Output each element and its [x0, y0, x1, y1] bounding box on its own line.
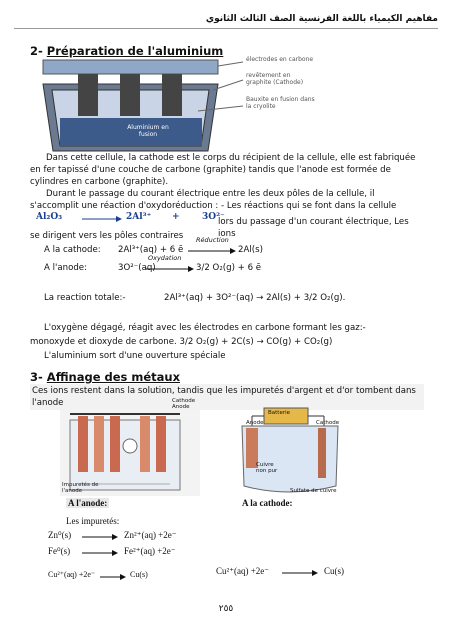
impuretes-title: Les impuretés:	[66, 516, 120, 526]
label-revetement: revêtement en graphite (Cathode)	[246, 72, 304, 86]
cathode-arrow	[188, 248, 236, 254]
header-divider	[14, 28, 438, 29]
eq2-arrow	[82, 550, 118, 556]
anode-title: A l'anode:	[68, 498, 108, 508]
fig2-label-cathode: Cathode	[316, 420, 340, 426]
eq4-lhs: Cu²⁺(aq) +2e⁻	[216, 566, 270, 576]
total-reaction-label: La reaction totale:-	[44, 293, 126, 303]
section3-title: Affinage des métaux	[46, 370, 181, 384]
eq4-rhs: Cu(s)	[324, 566, 344, 576]
anode-arrow	[146, 266, 194, 272]
ions-eq-ion1: 2Al³⁺	[126, 212, 152, 222]
section3-intro: Ces ions restent dans la solution, tandis que les impuretés d'argent et d'or tombent dans l'anode	[30, 384, 424, 410]
cathode-eq-rhs: 2Al(s)	[238, 245, 263, 255]
section3-number: 3-	[30, 370, 43, 384]
fig2-label-anode: Anode	[246, 420, 264, 426]
fig1-label-anode: Anode	[172, 404, 190, 410]
paragraph-oxygen: L'oxygène dégagé, réagit avec les électrodes en carbone formant les gaz:-	[44, 323, 366, 333]
label-aluminium: Aluminium en fusion	[127, 124, 169, 138]
cathode-arrow-label: Réduction	[196, 236, 229, 244]
section2-number: 2-	[30, 44, 43, 58]
eq1-lhs: Zn⁰(s)	[48, 530, 72, 540]
ions-text: lors du passage d'un courant électrique, Les ions	[218, 217, 409, 239]
paragraph-carbon-oxides: monoxyde et dioxyde de carbone. 3/2 O₂(g) + 2C(s) → CO(g) + CO₂(g)	[30, 337, 333, 347]
eq1-arrow	[82, 534, 118, 540]
cathode-title: A la cathode:	[242, 498, 293, 508]
fig2-label-cuivre: Cuivre non pur	[256, 462, 278, 474]
page-number: ٢٥٥	[218, 604, 234, 614]
fig1-label-impuretes: Impuretés de l'anode	[62, 482, 99, 494]
paragraph-aluminium-exit: L'aluminium sort d'une ouverture spéciale	[44, 351, 226, 361]
anode-eq-lhs: 3O²⁻(aq)	[118, 263, 156, 273]
ions-eq-ion2: 3O²⁻	[202, 212, 225, 222]
eq2-rhs: Fe²⁺(aq) +2e⁻	[124, 546, 176, 556]
eq1-rhs: Zn²⁺(aq) +2e⁻	[124, 530, 177, 540]
eq3-rhs: Cu(s)	[130, 570, 148, 579]
ions-text-2: se dirigent vers les pôles contraires	[30, 231, 184, 241]
paragraph-cathode-description: Dans cette cellule, la cathode est le corps du récipient de la cellule, elle est fabriquée en fer tapissé d'une couche de carbone (graphite) tandis que l'anode est formée de cylindres en carbone (graphite).	[30, 153, 416, 187]
cathode-label: A la cathode:	[44, 245, 101, 255]
fig1-label-cathode: Cathode	[172, 398, 196, 404]
section2-title: Préparation de l'aluminium	[46, 44, 224, 58]
eq2-lhs: Fe⁰(s)	[48, 546, 71, 556]
eq3-lhs: Cu²⁺(aq) +2e⁻	[48, 570, 96, 579]
page-header: مفاهيم الكيمياء باللغة الفرنسية الصف الثالث الثانوي	[205, 14, 438, 24]
anode-arrow-label: Oxydation	[148, 254, 182, 262]
total-reaction-eq: 2Al³⁺(aq) + 3O²⁻(aq) → 2Al(s) + 3/2 O₂(g).	[164, 293, 346, 303]
fig2-label-sulfate: Sulfate de cuivre	[290, 488, 337, 494]
eq4-arrow	[282, 570, 318, 576]
ions-eq-lhs: Al₂O₃	[36, 212, 63, 222]
label-electrodes: électrodes en carbone	[246, 56, 314, 63]
section3-heading	[30, 370, 180, 384]
cathode-eq-lhs: 2Al³⁺(aq) + 6 ē	[118, 245, 184, 255]
label-bauxite: Bauxite en fusion dans la cryolite	[246, 96, 315, 110]
anode-label: A l'anode:	[44, 263, 87, 273]
anode-eq-rhs: 3/2 O₂(g) + 6 ē	[196, 263, 262, 273]
ions-eq-plus: +	[172, 212, 180, 222]
paragraph-oxydoreduction: Durant le passage du courant électrique entre les deux pôles de la cellule, il s'accomplit une réaction d'oxydoréduction : - Les réactions qui se font dans la cellule	[30, 189, 397, 211]
fig2-label-batterie: Batterie	[268, 410, 291, 416]
eq3-arrow	[100, 574, 126, 580]
